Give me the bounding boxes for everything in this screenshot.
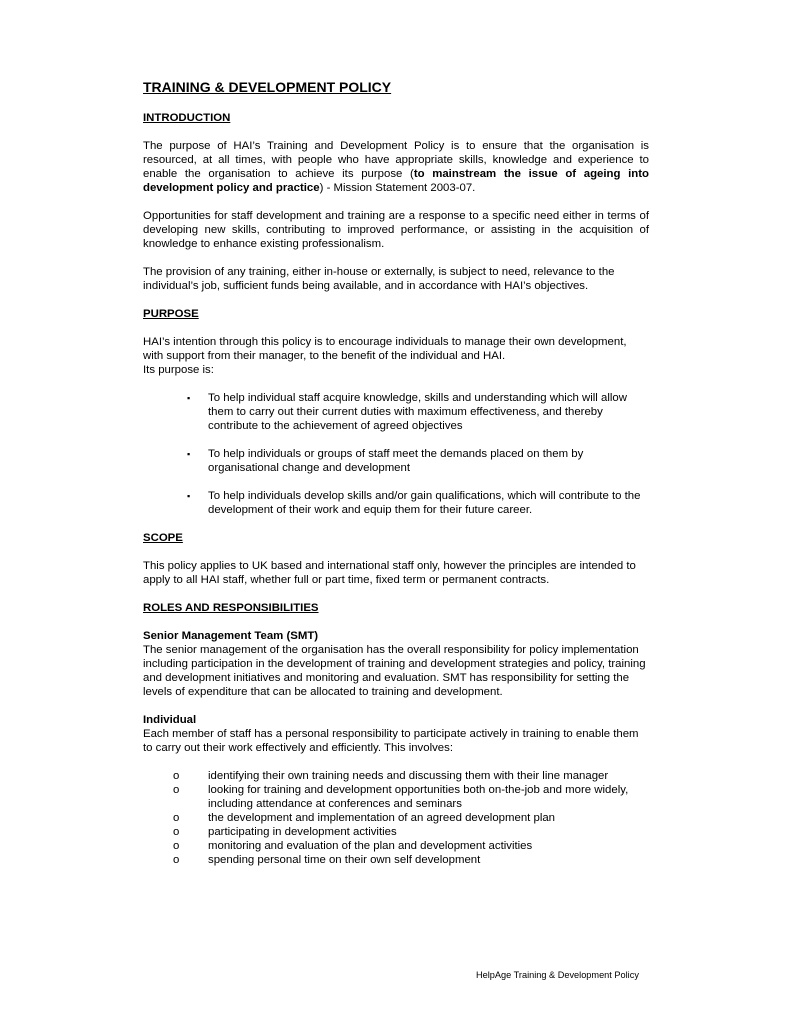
list-item [143,391,649,433]
list-item-text: To help individuals develop skills and/or gain qualifications, which will contribute to the development of their work and equip them for their future career. [208,490,641,516]
page-footer: HelpAge Training & Development Policy [476,970,639,980]
individual-bullet-list [143,769,649,867]
list-item [143,853,649,867]
circle-bullet-icon: o [173,784,180,796]
purpose-paragraph-1: HAI’s intention through this policy is to encourage individuals to manage their own development, with support from their manager, to the benefit of the individual and HAI. [143,336,627,362]
introduction-paragraph-1-start: The purpose of HAI’s Training and Development Policy is to ensure that the organisation is resourced, at all times, with people who have appropriate skills, knowledge and experience to enable the organisation to achieve its purpose ( [143,140,649,180]
individual-subheading: Individual [143,714,197,726]
smt-subheading: Senior Management Team (SMT) [143,630,319,642]
purpose-paragraph-2: Its purpose is: [143,364,214,376]
purpose-bullet-list [143,391,649,517]
circle-bullet-icon: o [173,840,180,852]
individual-paragraph: Each member of staff has a personal responsibility to participate actively in training to enable them to carry out their work effectively and efficiently. This involves: [143,728,639,754]
list-item [143,489,649,517]
list-item [143,769,649,783]
circle-bullet-icon: o [173,854,180,866]
circle-bullet-icon: o [173,812,180,824]
page-title: TRAINING & DEVELOPMENT POLICY [143,79,392,95]
list-item [143,447,649,475]
introduction-paragraph-1 [143,139,649,195]
square-bullet-icon: ▪ [187,491,191,501]
list-item-text: spending personal time on their own self development [208,854,481,866]
circle-bullet-icon: o [173,826,180,838]
list-item-text: looking for training and development opportunities both on-the-job and more widely, including attendance at conferences and seminars [208,784,629,810]
list-item [143,839,649,853]
list-item-text: identifying their own training needs and discussing them with their line manager [208,770,609,782]
introduction-heading: INTRODUCTION [143,112,231,124]
smt-paragraph: The senior management of the organisation has the overall responsibility for policy implementation including participation in the development of training and development strategies and policy, training and development initiatives and monitoring and evaluation. SMT has responsibility for setting the levels of expenditure that can be allocated to training and development. [143,644,646,698]
mission-statement-emphasis: to mainstream the issue of ageing into development policy and practice [143,168,649,194]
scope-paragraph: This policy applies to UK based and international staff only, however the principles are intended to apply to all HAI staff, whether full or part time, fixed term or permanent contracts. [143,560,636,586]
list-item [143,783,649,811]
list-item-text: the development and implementation of an agreed development plan [208,812,556,824]
list-item [143,825,649,839]
purpose-heading: PURPOSE [143,308,199,320]
introduction-paragraph-1-end: ) - Mission Statement 2003-07. [319,182,476,194]
list-item-text: participating in development activities [208,826,397,838]
introduction-paragraph-3: The provision of any training, either in-house or externally, is subject to need, relevance to the individual’s job, sufficient funds being available, and in accordance with HAI’s objectives. [143,266,615,292]
scope-heading: SCOPE [143,532,183,544]
list-item-text: monitoring and evaluation of the plan and development activities [208,840,533,852]
list-item-text: To help individuals or groups of staff meet the demands placed on them by organisational change and development [208,448,584,474]
list-item [143,811,649,825]
square-bullet-icon: ▪ [187,393,191,403]
circle-bullet-icon: o [173,770,180,782]
square-bullet-icon: ▪ [187,449,191,459]
roles-heading: ROLES AND RESPONSIBILITIES [143,602,319,614]
list-item-text: To help individual staff acquire knowledge, skills and understanding which will allow them to carry out their current duties with maximum effectiveness, and thereby contribute to the achievement of agreed objectives [208,392,627,432]
introduction-paragraph-2: Opportunities for staff development and training are a response to a specific need either in terms of developing new skills, contributing to improved performance, or assisting in the acquisition of knowledge to enhance existing professionalism. [143,210,649,250]
document-page [143,78,649,867]
